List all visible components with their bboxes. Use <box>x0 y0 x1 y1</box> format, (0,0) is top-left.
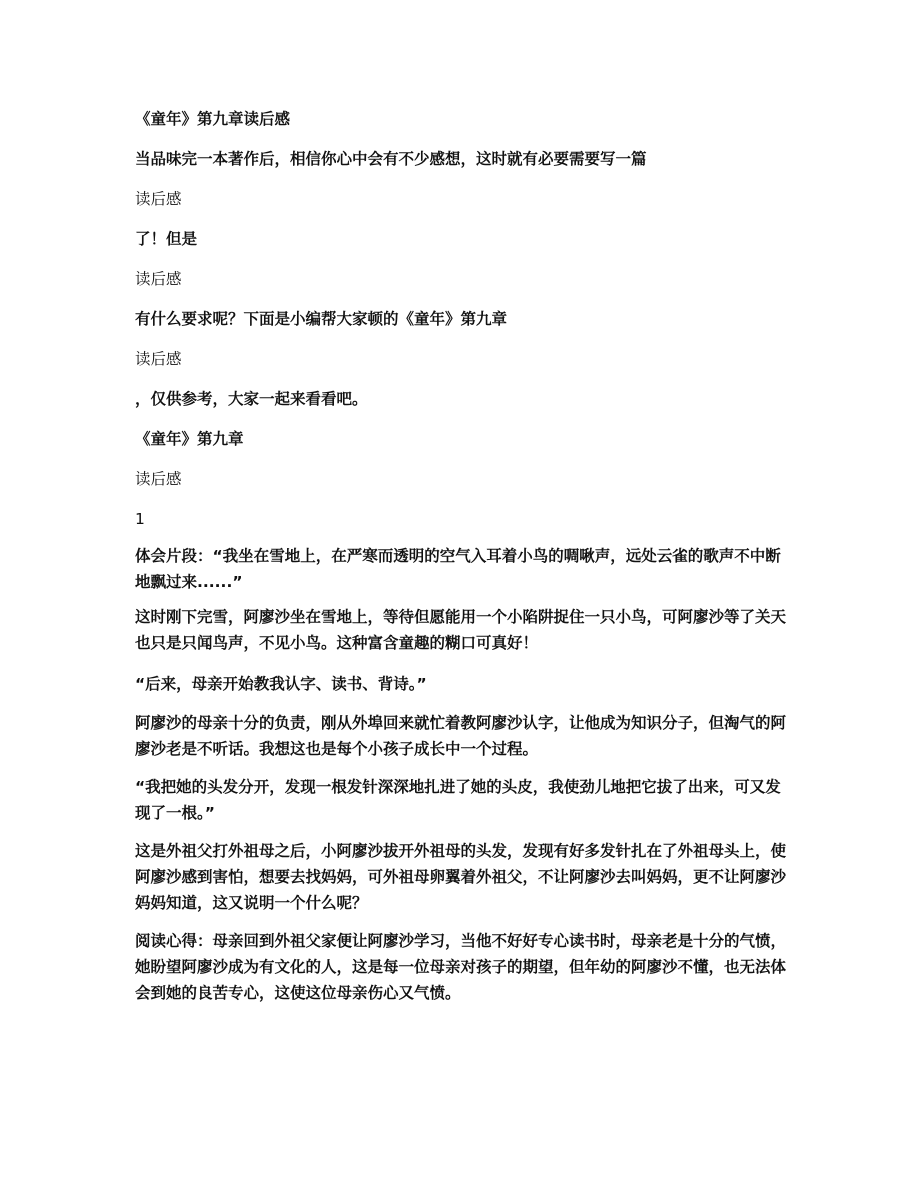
paragraph: “后来，母亲开始教我认字、读书、背诗。” <box>135 675 427 693</box>
paragraph: 这是外祖父打外祖母之后，小阿廖沙拔开外祖母的头发，发现有好多发针扎在了外祖母头上，使阿廖沙感到害怕，想要去找妈妈，可外祖母卵翼着外祖父，不让阿廖沙去叫妈妈，更不让阿廖沙妈妈知道，这又说明一个什么呢？ <box>135 842 787 912</box>
section-number: 1 <box>135 510 145 528</box>
paragraph: 《童年》第九章 <box>135 430 244 448</box>
document-title: 《童年》第九章读后感 <box>135 110 291 128</box>
paragraph: 有什么要求呢？下面是小编帮大家顿的《童年》第九章 <box>135 310 508 328</box>
paragraph: 读后感 <box>135 190 182 208</box>
paragraph: 当品味完一本著作后，相信你心中会有不少感想，这时就有必要需要写一篇 <box>135 150 647 168</box>
paragraph: “我把她的头发分开，发现一根发针深深地扎进了她的头皮，我使劲儿地把它拔了出来，可又发现了一根。” <box>135 778 781 822</box>
paragraph: ，仅供参考，大家一起来看看吧。 <box>135 390 368 408</box>
paragraph: 这时刚下完雪，阿廖沙坐在雪地上，等待但愿能用一个小陷阱捉住一只小鸟，可阿廖沙等了关天也只是只闻鸟声，不见小鸟。这种富含童趣的糊口可真好！ <box>135 608 787 652</box>
paragraph: 读后感 <box>135 350 182 368</box>
paragraph: 了！但是 <box>135 230 198 248</box>
paragraph: 阅读心得：母亲回到外祖父家便让阿廖沙学习，当他不好好专心读书时，母亲老是十分的气愤，她盼望阿廖沙成为有文化的人，这是每一位母亲对孩子的期望，但年幼的阿廖沙不懂，也无法体会到她的良苦专心，这使这位母亲伤心又气愤。 <box>135 932 787 1002</box>
paragraph: 读后感 <box>135 470 182 488</box>
paragraph: 阿廖沙的母亲十分的负责，刚从外埠回来就忙着教阿廖沙认字，让他成为知识分子，但淘气的阿廖沙老是不听话。我想这也是每个小孩子成长中一个过程。 <box>135 714 787 758</box>
paragraph: 读后感 <box>135 270 182 288</box>
paragraph: 体会片段：“我坐在雪地上，在严寒而透明的空气入耳着小鸟的啁啾声，远处云雀的歌声不中断地飘过来......” <box>135 547 781 591</box>
